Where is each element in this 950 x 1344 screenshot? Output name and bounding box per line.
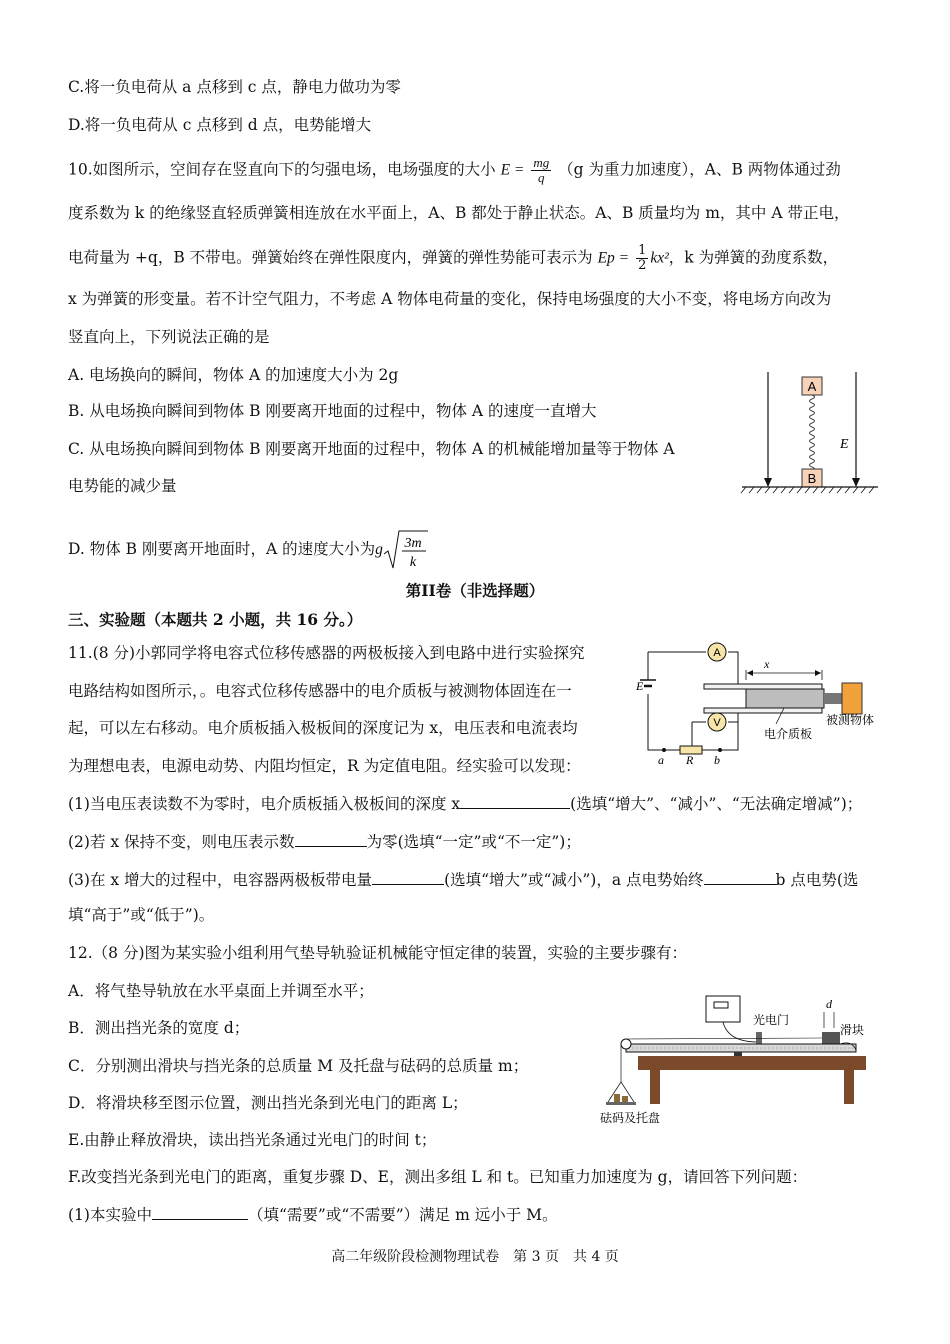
q11-part1: (1)当电压表读数不为零时，电介质板插入极板间的深度 x (选填“增大”、“减小”、“无法确定增减”)； bbox=[68, 792, 862, 815]
q10-e-fraction: $\frac{mg}{q}$ bbox=[533, 155, 550, 185]
voltmeter-icon: V bbox=[713, 717, 721, 729]
q10-line3: 电荷量为 +q，B 不带电。弹簧始终在弹性限度内，弹簧的弹性势能可表示为 Ep = $\frac{1}{2}$ kx²，k 为弹簧的劲度系数， bbox=[68, 243, 839, 273]
dielectric-label: 电介质板 bbox=[764, 727, 813, 741]
point-a-label: a bbox=[658, 753, 664, 765]
q10-line2: 度系数为 k 的绝缘竖直轻质弹簧相连放在水平面上，A、B 都处于静止状态。A、B 质量均为 m，其中 A 带正电， bbox=[68, 204, 850, 222]
emf-label: E bbox=[636, 679, 644, 693]
q10-half-fraction: $\frac{1}{2}$ bbox=[638, 243, 647, 273]
width-d-label: d bbox=[826, 997, 832, 1011]
q9-option-c: C.将一负电荷从 a 点移到 c 点，静电力做功为零 bbox=[68, 78, 401, 96]
answer-blank[interactable] bbox=[152, 1203, 248, 1220]
sqrt-numerator: 3m bbox=[404, 536, 422, 551]
q12-step-b: B．测出挡光条的宽度 d； bbox=[68, 1019, 250, 1037]
q12-step-e: E.由静止释放滑块，读出挡光条通过光电门的时间 t； bbox=[68, 1131, 437, 1149]
weights-label: 砝码及托盘 bbox=[600, 1111, 661, 1125]
q10-option-c1: C. 从电场换向瞬间到物体 B 刚要离开地面的过程中，物体 A 的机械能增加量等于物体 A bbox=[68, 440, 675, 458]
q12-line1: 12.（8 分)图为某实验小组利用气垫导轨验证机械能守恒定律的装置，实验的主要步骤有： bbox=[68, 944, 687, 962]
answer-blank[interactable] bbox=[372, 868, 444, 885]
q10-line1-a: 10.如图所示，空间存在竖直向下的匀强电场，电场强度的大小 bbox=[68, 160, 496, 179]
q11-part3: (3)在 x 增大的过程中，电容器两极板带电量 (选填“增大”或“减小”)，a 点电势始终 b 点电势(选 bbox=[68, 868, 858, 891]
photogate-label: 光电门 bbox=[753, 1013, 790, 1027]
answer-blank[interactable] bbox=[295, 830, 367, 847]
q10-option-c2: 电势能的减少量 bbox=[68, 477, 177, 495]
q12-step-d: D．将滑块移至图示位置，测出挡光条到光电门的距离 L； bbox=[68, 1094, 468, 1112]
field-e-label: E bbox=[840, 437, 849, 452]
resistor-r-label: R bbox=[686, 753, 694, 765]
q11-part3-cont: 填“高于”或“低于”)。 bbox=[68, 906, 215, 924]
q11-line4: 为理想电表，电源电动势、内阻均恒定，R 为定值电阻。经实验可以发现： bbox=[68, 757, 581, 775]
q9-option-d: D.将一负电荷从 c 点移到 d 点，电势能增大 bbox=[68, 116, 372, 134]
q10-line5: 竖直向上，下列说法正确的是 bbox=[68, 328, 270, 346]
object-label: 被测物体 bbox=[826, 713, 875, 727]
q10-option-b: B. 从电场换向瞬间到物体 B 刚要离开地面的过程中，物体 A 的速度一直增大 bbox=[68, 402, 597, 420]
q11-line1: 11.(8 分)小郭同学将电容式位移传感器的两极板接入到电路中进行实验探究 bbox=[68, 644, 585, 662]
q12-air-track-diagram bbox=[598, 992, 870, 1130]
q10-line4: x 为弹簧的形变量。若不计空气阻力，不考虑 A 物体电荷量的变化，保持电场强度的大小不变，将电场方向改为 bbox=[68, 290, 832, 308]
q10-ep: Ep = bbox=[597, 249, 630, 267]
section2-title: 第II卷（非选择题） bbox=[405, 581, 545, 600]
page-footer: 高二年级阶段检测物理试卷 第 3 页 共 4 页 bbox=[331, 1249, 619, 1265]
q10-option-a: A. 电场换向的瞬间，物体 A 的加速度大小为 2g bbox=[68, 366, 399, 384]
answer-blank[interactable] bbox=[704, 868, 776, 885]
q11-line2: 电路结构如图所示，。电容式位移传感器中的电介质板与被测物体固连在一 bbox=[68, 682, 572, 700]
answer-blank[interactable] bbox=[460, 792, 570, 809]
q12-step-a: A．将气垫导轨放在水平桌面上并调至水平； bbox=[68, 982, 374, 1000]
q12-part1: (1)本实验中 （填“需要”或“不需要”）满足 m 远小于 M。 bbox=[68, 1203, 558, 1226]
q10-e-eq: E = bbox=[500, 161, 525, 179]
q11-circuit-diagram bbox=[634, 640, 884, 765]
ammeter-icon: A bbox=[713, 647, 721, 659]
depth-x-label: x bbox=[764, 657, 770, 671]
block-b-label: B bbox=[807, 471, 817, 486]
slider-label: 滑块 bbox=[840, 1023, 865, 1037]
q10-line1-b: （g 为重力加速度），A、B 两物体通过劲 bbox=[558, 160, 841, 179]
q12-step-c: C．分别测出滑块与挡光条的总质量 M 及托盘与砝码的总质量 m； bbox=[68, 1057, 529, 1075]
q10-spring-diagram bbox=[738, 368, 882, 498]
q11-part2: (2)若 x 保持不变，则电压表示数 为零(选填“一定”或“不一定”)； bbox=[68, 830, 581, 853]
block-a-label: A bbox=[807, 379, 817, 394]
q11-line3: 起，可以左右移动。电介质板插入极板间的深度记为 x，电压表和电流表均 bbox=[68, 719, 578, 737]
q10-option-d: D. 物体 B 刚要离开地面时，A 的速度大小为g 3m k bbox=[68, 528, 429, 572]
q12-step-f: F.改变挡光条到光电门的距离，重复步骤 D、E，测出多组 L 和 t。已知重力加速度为 g，请回答下列问题： bbox=[68, 1168, 808, 1186]
q10-line1 bbox=[68, 156, 841, 185]
section3-title: 三、实验题（本题共 2 小题，共 16 分。） bbox=[68, 610, 363, 629]
sqrt-denominator: k bbox=[409, 555, 416, 570]
sqrt-expression bbox=[383, 528, 429, 572]
point-b-label: b bbox=[714, 753, 720, 765]
